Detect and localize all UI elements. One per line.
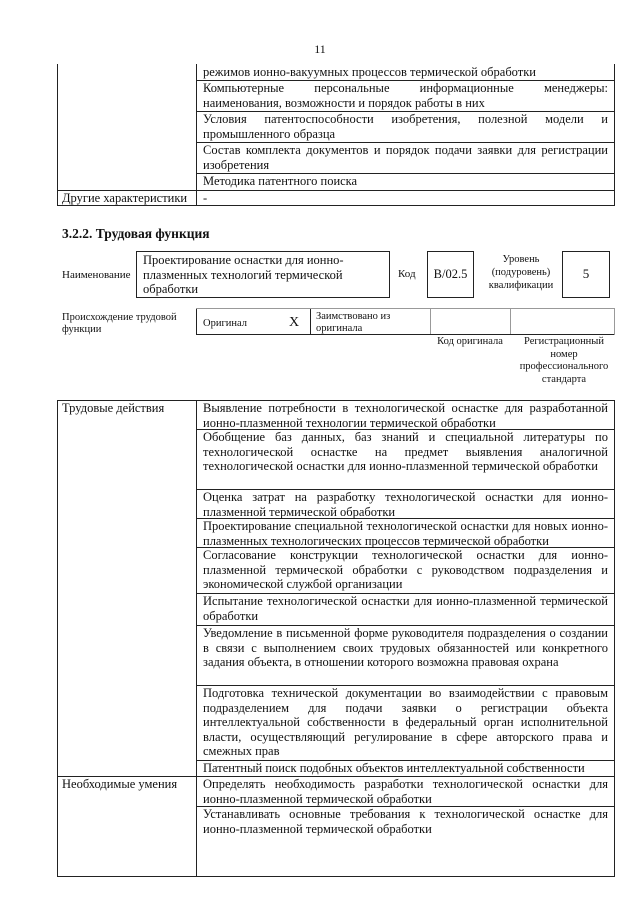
labor-action-item: Оценка затрат на разработку технологической оснастки для ионно-плазменной термической обработки: [203, 490, 608, 519]
skill-item: Устанавливать основные требования к технологической оснастке для ионно-плазменной термической обработки: [203, 807, 608, 836]
other-characteristics-value: -: [203, 191, 208, 205]
origin-label: Происхождение трудовой функции: [62, 312, 177, 335]
borrowed-label: Заимствовано из оригинала: [316, 311, 391, 334]
code-value: В/02.5: [433, 267, 468, 281]
labor-action-item: Обобщение баз данных, баз знаний и специальной литературы по технологической оснастке на предмет выявления аналогичной технологической оснастки для ионно-плазменной термической обработки: [203, 430, 608, 473]
name-value: Проектирование оснастки для ионно-плазменных технологий термической обработки: [143, 253, 344, 296]
labor-action-item: Согласование конструкции технологической оснастки для ионно-плазменной термической обработки с руководством подразделения и экономической службой организации: [203, 548, 608, 591]
labor-action-item: Выявление потребности в технологической оснастке для разработанной ионно-плазменной технологии термической обработки: [203, 401, 608, 430]
section-title: 3.2.2. Трудовая функция: [62, 226, 210, 241]
page-number: 11: [314, 42, 326, 56]
knowledge-row: режимов ионно-вакуумных процессов термической обработки: [203, 65, 536, 79]
level-label: Уровень (подуровень) квалификации: [488, 254, 554, 291]
labor-action-item: Уведомление в письменной форме руководителя подразделения о создании в связи с выполнением своих трудовых обязанностей или конкретного задания объекта, в отношении которого возможна правовая охрана: [203, 626, 608, 669]
original-label: Оригинал: [203, 318, 247, 329]
skills-label: Необходимые умения: [62, 777, 178, 791]
labor-action-item: Проектирование специальной технологической оснастки для новых ионно-плазменных технологических процессов термической обработки: [203, 519, 608, 548]
knowledge-row: Состав комплекта документов и порядок подачи заявки для регистрации изобретения: [203, 143, 608, 172]
knowledge-row: Методика патентного поиска: [203, 174, 358, 188]
other-characteristics-label: Другие характеристики: [62, 191, 188, 205]
skill-item: Определять необходимость разработки технологической оснастки для ионно-плазменной термической обработки: [203, 777, 608, 806]
knowledge-row: Условия патентоспособности изобретения, полезной модели и промышленного образца: [203, 112, 608, 141]
level-value: 5: [582, 266, 590, 281]
reg-number-label: Регистрационный номер профессионального стандарта: [519, 336, 609, 385]
original-checkmark: X: [288, 315, 300, 330]
labor-action-item: Испытание технологической оснастки для ионно-плазменной термической обработки: [203, 594, 608, 623]
name-label: Наименование: [62, 269, 131, 281]
knowledge-row: Компьютерные персональные информационные менеджеры: наименования, возможности и порядок работы в них: [203, 81, 608, 110]
labor-action-item: Подготовка технической документации во взаимодействии с правовым подразделением для подачи заявки о регистрации объекта интеллектуальной собственности в федеральный орган исполнительной власти, осуществляющий регулирование в сфере авторского права и смежных прав: [203, 686, 608, 758]
labor-actions-label: Трудовые действия: [62, 401, 165, 415]
labor-action-item: Патентный поиск подобных объектов интеллектуальной собственности: [203, 761, 585, 775]
code-label: Код: [398, 268, 416, 280]
code-original-label: Код оригинала: [437, 336, 503, 347]
